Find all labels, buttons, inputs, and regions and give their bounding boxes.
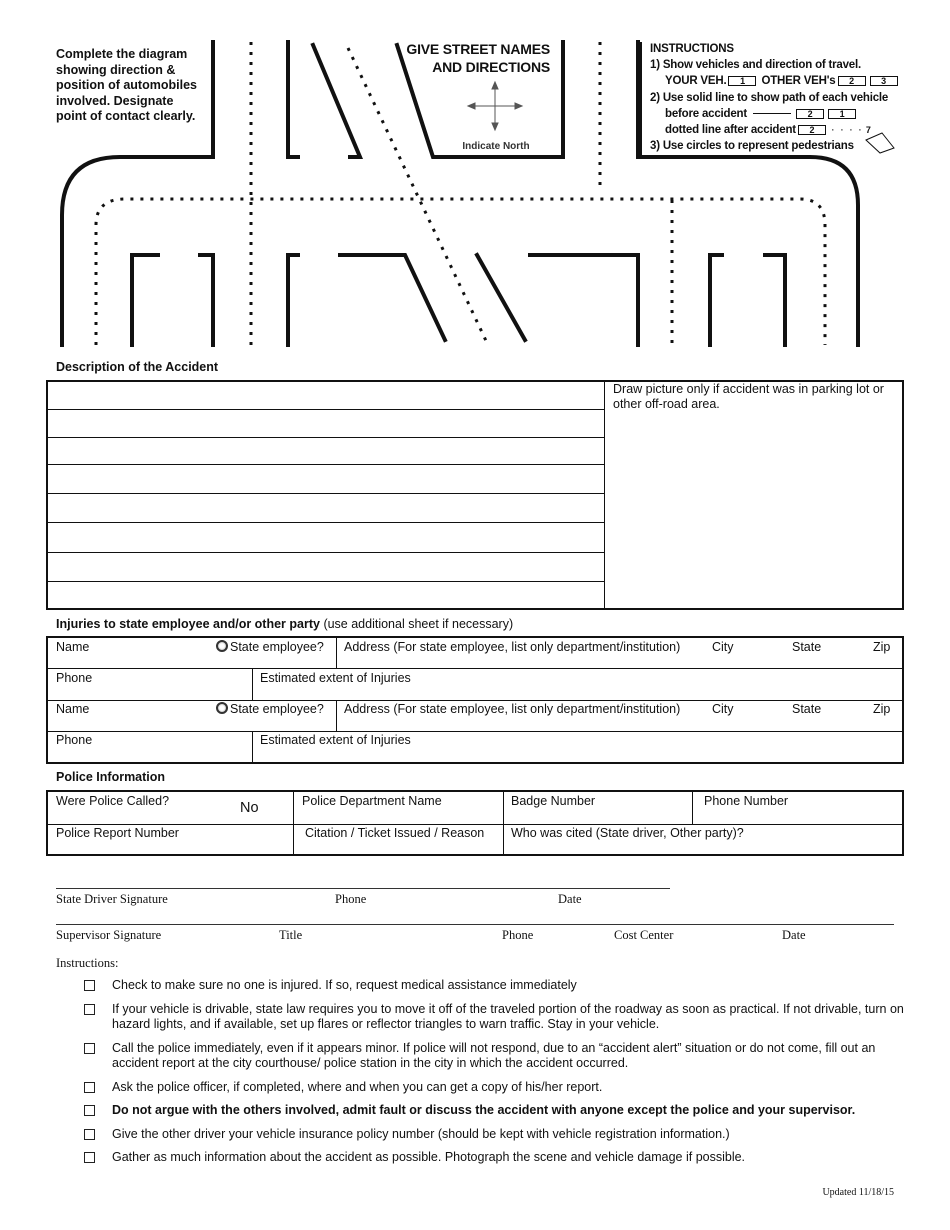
road-edge-curve-right	[700, 157, 858, 345]
driver-phone-label: Phone	[335, 892, 367, 906]
checkbox[interactable]	[84, 1043, 95, 1054]
badge-number-field[interactable]: Badge Number	[511, 794, 596, 808]
road-edge-diagonal	[313, 45, 360, 157]
instructions-heading: INSTRUCTIONS	[650, 43, 734, 55]
police-table	[46, 790, 904, 856]
injuries-section-title: Injuries to state employee and/or other party (use additional sheet if necessary)	[56, 617, 514, 631]
other-vehicle-arrow-icon: 3	[870, 76, 898, 86]
your-vehicle-arrow-icon: 1	[728, 76, 756, 86]
injured-phone-field-2[interactable]: Phone	[56, 733, 93, 747]
dotted-centerline	[348, 48, 488, 345]
injured-phone-field-1[interactable]: Phone	[56, 671, 93, 685]
injured-state-field-1[interactable]: State	[792, 640, 822, 654]
checkbox[interactable]	[84, 1105, 95, 1116]
injured-address-field-2[interactable]: Address (For state employee, list only department/institution)	[344, 702, 681, 716]
checklist-item: Gather as much information about the accident as possible. Photograph the scene and vehicle damage if possible.	[84, 1150, 904, 1166]
radio-icon	[216, 640, 228, 652]
vehicle-arrow-icon: 2	[798, 125, 826, 135]
checklist-item: Call the police immediately, even if it appears minor. If police will not respond, due to an “accident alert” situation or do not come, fill out an accident report at the city courthouse/ police station in the city in which the accident occurred.	[84, 1041, 904, 1072]
supervisor-signature-line[interactable]	[56, 924, 894, 925]
supervisor-date-label: Date	[782, 928, 806, 942]
description-section-title: Description of the Accident	[56, 360, 219, 374]
state-employee-radio-2[interactable]: State employee?	[216, 702, 324, 716]
injured-city-field-1[interactable]: City	[712, 640, 734, 654]
other-vehicle-arrow-icon: 2	[838, 76, 866, 86]
checkbox[interactable]	[84, 1082, 95, 1093]
checklist-item: Check to make sure no one is injured. If so, request medical assistance immediately	[84, 978, 904, 994]
police-phone-field[interactable]: Phone Number	[704, 794, 789, 808]
state-employee-radio-1[interactable]: State employee?	[216, 640, 324, 654]
injured-zip-field-2[interactable]: Zip	[873, 702, 891, 716]
police-department-field[interactable]: Police Department Name	[302, 794, 442, 808]
injured-city-field-2[interactable]: City	[712, 702, 734, 716]
instructions-heading: Instructions:	[56, 956, 119, 970]
instructions-checklist	[84, 978, 904, 1174]
checkbox[interactable]	[84, 1004, 95, 1015]
street-names-title: GIVE STREET NAMES AND DIRECTIONS	[406, 41, 550, 75]
radio-icon	[216, 702, 228, 714]
vehicle-arrow-icon: 2	[796, 109, 824, 119]
police-report-number-field[interactable]: Police Report Number	[56, 826, 179, 840]
injured-state-field-2[interactable]: State	[792, 702, 822, 716]
diagram-instructions-text: Complete the diagram showing direction & position of automobiles involved. Designate point of contact clearly.	[56, 47, 197, 123]
who-was-cited-field[interactable]: Who was cited (State driver, Other party)?	[511, 826, 744, 840]
vehicle-arrow-icon: 1	[828, 109, 856, 119]
police-section-title: Police Information	[56, 770, 166, 784]
description-table	[46, 380, 904, 610]
checkbox[interactable]	[84, 1152, 95, 1163]
road-edge-bottom	[340, 255, 445, 340]
drawing-note: Draw picture only if accident was in parking lot or other off-road area.	[613, 382, 884, 411]
cost-center-label: Cost Center	[614, 928, 674, 942]
parking-lot-drawing-area[interactable]	[605, 382, 902, 608]
checklist-item: If your vehicle is drivable, state law requires you to move it off of the traveled portion of the roadway as soon as practical. If not drivable, turn on hazard lights, and if available, set up flares or reflector triangles to warn traffic. Stay in your vehicle.	[84, 1002, 904, 1033]
driver-date-label: Date	[558, 892, 582, 906]
supervisor-signature-label: Supervisor Signature	[56, 928, 162, 942]
citation-field[interactable]: Citation / Ticket Issued / Reason	[305, 826, 485, 840]
police-called-field[interactable]: Were Police Called?	[56, 794, 170, 808]
injured-zip-field-1[interactable]: Zip	[873, 640, 891, 654]
road-edge-bottom	[765, 255, 785, 345]
road-edge-bottom	[288, 255, 298, 345]
road-edge-top	[288, 42, 298, 157]
injuries-table	[46, 636, 904, 764]
injured-name-field-2[interactable]: Name	[56, 702, 90, 716]
road-edge-bottom	[530, 255, 638, 345]
injury-extent-field-1[interactable]: Estimated extent of Injuries	[260, 671, 411, 685]
checklist-item: Do not argue with the others involved, admit fault or discuss the accident with anyone except the police and your supervisor.	[84, 1103, 904, 1119]
road-edge-bottom	[132, 255, 158, 345]
checkbox[interactable]	[84, 1129, 95, 1140]
supervisor-phone-label: Phone	[502, 928, 534, 942]
diagram-instructions-box: INSTRUCTIONS 1) Show vehicles and direction of travel. YOUR VEH. 1 OTHER VEH's 2 3 2) Use solid line to show path of each vehicle before accident 2 1 dotted line after accident 2 · · · · 7 3) Use circles to represent pedestrians	[650, 41, 940, 154]
pedestrian-number: 7	[865, 125, 871, 136]
supervisor-title-label: Title	[279, 928, 303, 942]
injured-address-field-1[interactable]: Address (For state employee, list only department/institution)	[344, 640, 681, 654]
description-line-area[interactable]	[48, 382, 604, 608]
state-driver-signature-label: State Driver Signature	[56, 892, 168, 906]
checklist-item: Give the other driver your vehicle insurance policy number (should be kept with vehicle registration information.)	[84, 1127, 904, 1143]
road-edge-bottom	[200, 255, 213, 345]
state-driver-signature-line[interactable]	[56, 888, 670, 889]
checkbox[interactable]	[84, 980, 95, 991]
road-edge-bottom	[477, 255, 525, 340]
police-called-value[interactable]: No	[240, 800, 259, 816]
injured-name-field-1[interactable]: Name	[56, 640, 90, 654]
updated-date: Updated 11/18/15	[822, 1187, 894, 1198]
dotted-crossline	[96, 199, 825, 345]
road-edge-bottom	[710, 255, 722, 345]
injury-extent-field-2[interactable]: Estimated extent of Injuries	[260, 733, 411, 747]
checklist-item: Ask the police officer, if completed, where and when you can get a copy of his/her report.	[84, 1080, 904, 1096]
indicate-north-label: Indicate North	[462, 141, 530, 152]
